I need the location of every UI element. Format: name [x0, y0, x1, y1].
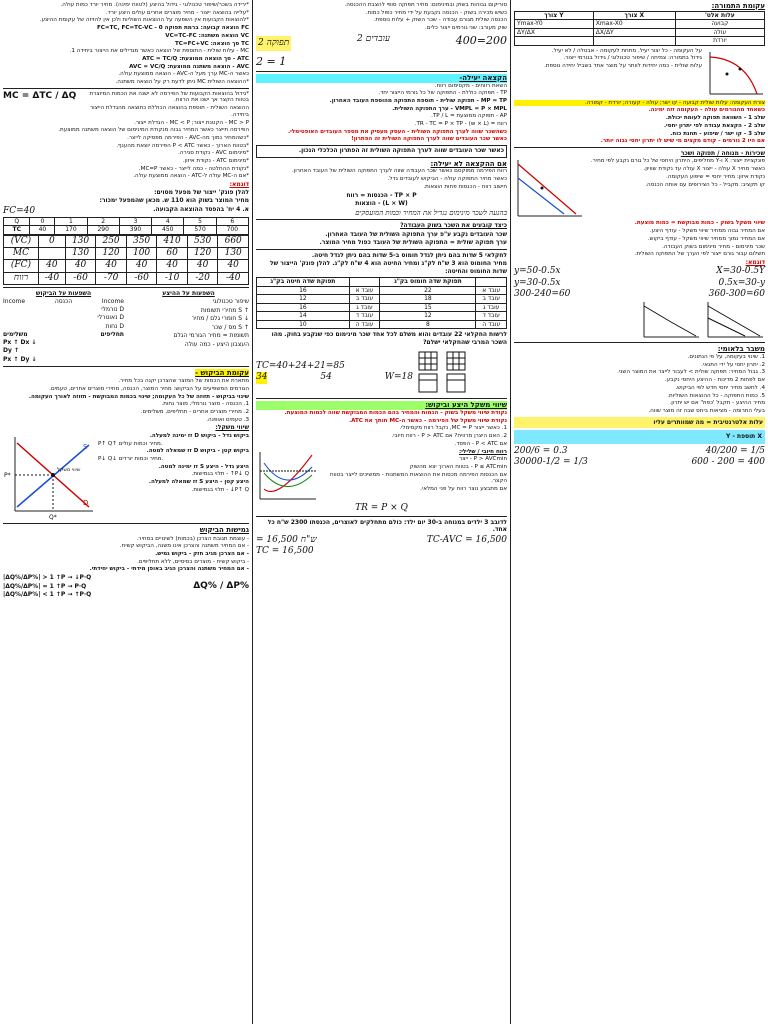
ppf-line: אם היו 2 גורמים - קודם מקצים מי שיש לו יתרון יחסי גבוה יותר. — [600, 138, 765, 145]
market-line: 5. כמות התפוקה - כל ההוצאות השוליות. — [667, 392, 765, 399]
elasticity-line: - ביקוש קשיח - מוצרים בסיסיים, ללא תחליפים. — [137, 558, 249, 565]
demand-eq: Px ↑ Dx ↓ — [3, 338, 37, 346]
demand-item: D נאוטרלי — [97, 314, 124, 322]
efficiency-line: AP - תפוקה ממוצעת = TP / L. — [431, 113, 507, 120]
dense-line: פונקציית ייצור: X ו-Y מחליפים, היתרון היחסי של כל גורם נקבע לפי מחיר. — [590, 158, 765, 165]
hand-cell: 0 — [38, 235, 65, 247]
shift-line: ביקוש קטן - ביקוש D זז שמאלה למטה. — [146, 448, 249, 455]
demand-curve-label: D — [83, 498, 89, 507]
hand-cell: 40 — [187, 260, 218, 272]
example-question: א. 4 יח' בהפסד ההוצאה הקבועה. — [153, 205, 249, 213]
hand-calc: W=18 — [384, 372, 413, 383]
curves-cell: יורדת — [675, 37, 764, 46]
supply-item: ↑ S מס / שכר — [211, 323, 249, 331]
substitutes-label: תחליפים — [100, 331, 124, 339]
price-label: P* — [4, 471, 11, 479]
market-line: 3. גבול המחיר: תפוקה שולית > לעבור לייצר את המוצר השני. — [617, 369, 765, 376]
solution-box — [256, 145, 507, 158]
cost-cell: 0 — [30, 217, 55, 226]
income-label: Income — [3, 298, 26, 306]
supply-effects-title: השפעות על ההיצע — [162, 289, 215, 297]
example-label: דוגמא: — [745, 258, 765, 266]
hand-formula: TR = P × Q — [355, 502, 408, 513]
dense-line: שיווי משקל בשוק - כמות מבוקשת = כמות מוצעת. — [634, 220, 765, 227]
equilibrium-graph — [3, 433, 95, 521]
market-title: משבר בלאומי: — [717, 345, 765, 354]
dense-line: *אם ה-MC עולה ל-ATC - הוצאה ממוצעת עולה. — [133, 173, 249, 180]
cost-line: כאשר ה-MC ערך מעל ה-AVC - הוצאה ממוצעת עולה. — [118, 71, 249, 78]
price-subtitle: שכירות - מנוחה / תפוקה ושכר — [680, 149, 765, 157]
monopoly-line: חישוב רווח - הכנסות פחות הוצאות. — [423, 183, 507, 190]
elasticity-row: |ΔQ%/ΔP%| = 1 ↑P → P·Q — [3, 582, 87, 590]
cost-cell: 40 — [30, 226, 55, 235]
shift-line: P↑ Q↑ מחיר וכמות עולים. — [98, 440, 163, 447]
ppf-line: עלות שולית - כמה יחידות לוותר על מוצר אחד בשביל יחידה נוספת. — [544, 63, 702, 70]
hand-note: 400=200 — [455, 33, 507, 47]
hand-calc: TC = 16,500 — [256, 546, 314, 557]
demand-item: D נורמלי — [101, 305, 124, 313]
demand-line: 1. הכנסה - מוצר נורמלי, מוצר נחות. — [161, 401, 249, 408]
supply-line: נקודת שיווי משקל של הפירמה - כאשר ה-MC חותך את ATC. — [348, 417, 507, 424]
hand-cell: 530 — [187, 235, 218, 247]
shift-line: P↓ Q↓ מחיר וכמות יורדים. — [98, 456, 164, 462]
farm-cell: 10 — [257, 320, 350, 329]
profit-line: אם מתבצע נוצר רווח על פני המלאי. — [420, 486, 507, 493]
hand-cell: -70 — [96, 272, 127, 284]
hand-fraction: 40/200 = 1/5 — [705, 445, 765, 456]
complements-label: משלימים — [3, 331, 28, 339]
efficiency-line: כאשר שכר העובדים שווה לערך התפוקה השולית זה הפתרון! — [351, 136, 507, 143]
demand-item: D נחות — [105, 322, 124, 330]
equilibrium-label: שיווי משקל — [57, 466, 81, 473]
ppf-line: על העקומה - כל יצור יעיל. מתחת לעקומה - אבטלה / לא יעיל. — [551, 47, 702, 54]
sticky-note — [514, 417, 765, 429]
example-question: לחקלאי 5 שדות בהם ניתן לגדל חומוס ב-5 שדות בהם ניתן לגדל חיטה. — [311, 251, 507, 259]
cost-cell: TC — [4, 226, 30, 235]
demand-line: שינוי בביקוש - תזוזה של כל העקומה; שינוי בכמות המבוקשת - תזוזה לאורך העקומה. — [28, 393, 249, 400]
supply-item: תשומות = מחיר הגורמי הגלם — [173, 332, 249, 340]
curves-cell — [515, 37, 594, 46]
hand-cell: 100 — [126, 248, 157, 260]
cost-cell: 450 — [152, 226, 184, 235]
profit-title: רווח חיובי / שלילי: — [459, 448, 507, 455]
farm-question: לרשות החקלאי 22 עובדים והוא משלם לכל אחד שכר מינימום כפי שנקבע בחוק. מהו השכר המרבי שהחקלאי ישלם? — [271, 331, 507, 346]
curves-cell — [593, 37, 675, 46]
ppf-line: שלב 1 - השוואה תפוקה לעומת יכולת. — [665, 115, 765, 122]
hand-calc: 34 — [256, 372, 268, 383]
hand-equation: X=30-0.5Y — [716, 266, 765, 277]
curves-title: עקומת התמורה: — [711, 2, 765, 10]
farm-cell: עובד ג — [476, 303, 507, 312]
elasticity-line: - אם המחיר משתנה והצרכן הגיב באופן מידתי - ביקוש יחידתי. — [89, 566, 249, 573]
ppf-line: גידול בתמורה: צמיחה / שיפור טכנולוגי / גידול בגורמי ייצור. — [563, 55, 702, 62]
monopoly-line: רווח הפירמה ממוקסם כאשר שכר העבודה שווה לערך התפוקה השולית של העובד האחרון. — [291, 168, 507, 175]
cost-cell: 1 — [55, 217, 87, 226]
farm-cell: עובד ד — [349, 312, 380, 321]
middle-column — [252, 0, 510, 1024]
left-line: *ירידה בשכר/שיפור טכנולוגי - גידול בהיצע (לטווח ימינה). מחיר יורד כמות עולה. — [60, 2, 249, 8]
dense-line: כאשר מחיר X עולה - ייצור X עולה עד נקודת שוויון. — [643, 166, 765, 173]
dense-line: נקודת איזון: מחיר יחסי = שיפוע העקומה. — [666, 173, 765, 180]
hand-cell: 660 — [218, 235, 249, 247]
farm-header — [476, 278, 507, 287]
farm-cell: 14 — [257, 312, 350, 321]
dense-line: אם המחיר גבוה ממחיר שיווי משקל - עודף היצע. — [649, 228, 765, 235]
demand-eq: Px ↑ Dy ↓ — [3, 355, 37, 363]
cost-cell: 170 — [55, 226, 87, 235]
trade-graph — [514, 158, 584, 220]
hand-cell: 130 — [65, 235, 96, 247]
profit-line: אם הכנסות הפירמה מכסות את ההוצאות המשתנות - ממשיכים לייצר בטווח הקצר. — [329, 471, 507, 485]
hand-equation: 0.5x=30-y — [718, 277, 765, 288]
demand-line: 3. טעמים ואופנה. — [206, 416, 249, 423]
supply-line: נקודת שיווי משקל בשוק - הכמות והמחיר בהם הכמות המבוקשת שווה לכמות המוצעת. — [284, 410, 507, 417]
cost-cell: 6 — [216, 217, 248, 226]
mc-formula: MC = ΔTC / ΔQ — [3, 90, 77, 101]
elasticity-row: |ΔQ%/ΔP%| < 1 ↑P → ↑P·Q — [3, 591, 92, 599]
curves-cell: Ymax-Y0 — [515, 20, 594, 29]
dense-line: *בטווח הארוך - כאשר P < ATC הפירמה יוצאת מהענף. — [116, 142, 249, 149]
cost-cell: Q — [4, 217, 30, 226]
hand-note: 2 = 1 — [256, 55, 287, 69]
shift-line: ביקוש גדל - ביקוש D זז ימינה למעלה. — [149, 432, 249, 439]
farm-header: תפוקת שדה חיטה בק"ג — [257, 278, 350, 287]
hand-calc: 54 — [320, 372, 332, 383]
curves-cell: קבועה — [675, 20, 764, 29]
question: כיצד קובעים את השכר בשוק העבודה? — [400, 222, 507, 230]
demand-line: 2. מחירי מוצרים אחרים - תחליפים, משלימים. — [140, 408, 249, 415]
sticky-text: עלות אלטרנטיבית = מה שמוותרים עליו — [653, 418, 763, 426]
demand-effects-title: השפעות על הביקוש — [35, 289, 92, 297]
demand-eq: Dy ↑ — [3, 347, 20, 355]
hand-cell — [38, 248, 65, 260]
farm-table — [256, 277, 507, 329]
rent-label: הכנסה — [54, 298, 73, 306]
dense-line: *נקודת ההחלטה - כמה לייצר - כאשר MC=P. — [138, 165, 249, 172]
efficiency-line: כשהשכר שווה לערך התפוקה השולית - העסק מעסיק את מספר העובדים האופטימלי. — [287, 128, 507, 135]
market-line: מחיר ההיצע - תקבל 'כפול' אם יש יתרון. — [669, 400, 765, 407]
hand-note: FC=40 — [3, 205, 36, 216]
mc-line: ההוצאה השולית - תוספת בהוצאה הכוללת כתוצאה מהגדלת הייצור ביחידה. — [89, 105, 249, 118]
supply-curve-label: S — [83, 442, 88, 451]
farm-cell: עובד ב — [349, 295, 380, 304]
bottom-question: לדובב 3 ילדים במנוחה ב-30 יום ילד: כולם מתחלקים לאוצרים, הכנסתו 2300 ש"ח כל אחד. — [267, 518, 507, 534]
dense-line: שכר מינימום - מחיר מינימום בשוק העבודה. — [662, 243, 765, 250]
sticky-note — [514, 430, 765, 444]
supply-item: שיפור טכנולוגי — [212, 298, 249, 306]
hand-cell: -60 — [65, 272, 96, 284]
supply-line: אם P < ATC - הפסד. — [454, 440, 507, 447]
hand-cell: -10 — [157, 272, 188, 284]
hand-cell: -20 — [187, 272, 218, 284]
answer: שכר העובדים נקבע ע"פ ערך התפוקה השולית של העובד האחרון. — [325, 230, 507, 238]
elasticity-title: גמישות הביקוש — [199, 525, 249, 534]
cost-cell: 390 — [119, 226, 151, 235]
hand-cell: -40 — [218, 272, 249, 284]
hand-graph-2 — [641, 300, 701, 340]
market-line: בעלי התרומה - מציאות ביחס שבה זה מוצר שווה. — [648, 407, 765, 414]
supply-item: העצבון היצע - כמה עולה — [184, 340, 249, 348]
left-line: *עלייה בהוצאה ייצור - מחיר מוצרים אחרים עולים היצע יורד. — [105, 9, 249, 16]
cost-cell: 4 — [152, 217, 184, 226]
hand-cell: 350 — [126, 235, 157, 247]
dense-line: אם המחיר נמוך ממחיר שיווי משקל - עודף ביקוש. — [647, 235, 765, 242]
hand-note: בהגעה לשכר מינימום נגדיל את המחיר וכמות המועסקים — [355, 208, 507, 217]
dense-line: *כשהמחיר נמוך מה-AVC - הפירמה מפסיקה לייצר. — [127, 134, 249, 141]
hand-cell: (FC) — [4, 260, 39, 272]
cost-line: MC - עלות שולית - התוספת של הוצאה כאשר מגדילים את הייצור ביחידה 1. — [69, 48, 249, 55]
elasticity-formula: ΔQ% / ΔP% — [193, 581, 249, 592]
hand-cell: 250 — [96, 235, 127, 247]
cost-line: AVC - הוצאה משתנה ממוצעת: AVC = VC/Q — [129, 63, 249, 70]
hand-cell: רווח — [4, 272, 39, 284]
demand-line: הגורמים המשפיעים על הביקוש: מחיר המוצר, הכנסה, מחירי מוצרים אחרים, טעמים. — [49, 385, 249, 392]
hand-cell: 410 — [157, 235, 188, 247]
farm-cell: עובד א — [476, 286, 507, 295]
efficiency-line: השאת רווחים - מקסימום רווח. — [434, 82, 507, 89]
answer: ערך תפוקה שולית = התפוקה השולית של העובד כפול מחיר המוצר. — [319, 239, 507, 247]
supply-title: שיווי משקל היצע וביקוש: — [256, 401, 507, 410]
hand-cell: 130 — [65, 248, 96, 260]
hand-cell: 120 — [187, 248, 218, 260]
mid-line: שוק מעורב: שני גורמים ייצור כלים. — [424, 25, 507, 32]
hand-fraction: 600 - 200 = 400 — [691, 456, 765, 467]
cost-cell: 700 — [216, 226, 248, 235]
hand-cost-table — [3, 235, 249, 285]
curves-table — [514, 11, 765, 46]
cost-line: ATC - סך הוצאה ממוצעת: ATC = TC/Q — [142, 55, 249, 62]
hand-equation: 300-240=60 — [514, 288, 571, 299]
market-line: 1. שינוי בעקומה, על פי הנתונים. — [687, 353, 765, 360]
cost-line: VC הוצאה משתנה: VC=TC-FC — [165, 32, 249, 39]
shift-line: P↓ Q↑ - תלוי בגמישות. — [191, 471, 249, 478]
equilibrium-title: שיווי משקל: — [215, 424, 249, 432]
example-question: מחיר החומוס הוא 3 ש"ח לק"ג ומחיר החיטה הוא 4 ש"ח לק"ג. להלן פונק' הייצור של שדות החומוס והחיטה: — [270, 260, 507, 275]
farm-cell: 16 — [257, 303, 350, 312]
supply-line: 2. האם היצרן מרוויח? אם P > ATC - רווח חיובי. — [391, 433, 507, 440]
cost-line: TC סך הוצאה: TC=FC+VC — [174, 40, 249, 47]
farm-cell: עובד ה — [349, 320, 380, 329]
hand-cell: 40 — [126, 260, 157, 272]
ppf-line: שלב 3 - קו ישר / שיפוע - תחנת כוח. — [670, 130, 765, 137]
dense-line: תשלום עבור גורם ייצור לפי הערך של התפוקה השולית. — [634, 251, 765, 258]
hand-fraction: 200/6 = 0.3 — [514, 445, 568, 456]
curves-header: עלות אלט' — [675, 11, 764, 20]
right-column — [510, 0, 768, 1024]
farm-cell: 12 — [380, 312, 476, 321]
curves-cell: ΔY/ΔX — [515, 28, 594, 37]
efficiency-line: TP - תפוקה כוללת - התפוקה של כל גורמי הייצור יחד. — [378, 90, 507, 97]
solution-text: כאשר שכר העובדים שווה לערך התפוקה השולית זה הפתרון הכלכלי הנכון. — [298, 147, 504, 155]
cost-table — [3, 217, 249, 235]
farm-header: תפוקת שדה חומוס בק"ג — [380, 278, 476, 287]
hand-cell: 40 — [65, 260, 96, 272]
farm-cell: 8 — [380, 320, 476, 329]
sticky-text: X תוספת - Y — [725, 433, 762, 441]
example-question: להלן פונק' ייצור של מפעל מסוים: — [154, 188, 249, 196]
cost-cell: 5 — [184, 217, 216, 226]
cost-cell: 3 — [119, 217, 151, 226]
farm-cell: עובד ב — [476, 295, 507, 304]
mid-line: סוריקום גבוהות בשוק ובמינימום: מחיר תפוקה סופי להצבת ההכנסה. — [344, 2, 507, 8]
dense-line: קו תקציב: מקביל - כל הצירופים עם אותה הכנסה. — [645, 181, 765, 188]
farm-cell: 18 — [380, 295, 476, 304]
hand-cell: 40 — [96, 260, 127, 272]
monopoly-title: אם ההקצאה לא יעילה: — [430, 159, 507, 168]
farm-cell: 15 — [380, 303, 476, 312]
hand-note: תפוקה 2 — [256, 36, 291, 51]
mid-line: הכנסה שולית מגורם עבודה - שכר השוק + עלות נוספת. — [373, 17, 507, 24]
shift-line: היצע קטן - היצע S זז שמאלה למעלה. — [148, 479, 249, 486]
efficiency-line: VMPL = P × MPL - ערך התפוקה השולית. — [392, 105, 507, 112]
cost-line: FC הוצאה קבועה: ברמת תפוקה 0 - FC=TC, FC=TC-VC — [96, 25, 249, 32]
dense-line: *מינימום ATC - נקודת איזון. — [182, 158, 249, 165]
cost-cell: 290 — [87, 226, 119, 235]
hand-calc: TC-AVC = 16,500 — [426, 534, 507, 545]
profit-line: P > AVCmin - ייצר — [459, 456, 507, 463]
hand-cell: 60 — [157, 248, 188, 260]
hand-cell: 130 — [218, 248, 249, 260]
left-column — [0, 0, 252, 1024]
cost-curves-graph — [256, 449, 318, 503]
mc-line: *גידול בהוצאות הקבועות של הפירמה לא ישנה את הכמות המיוצרת בטווח הקצר אך ישנו את הרווח. — [89, 90, 249, 104]
ppf-line: שלב 2 - הקצאת עבודה לפי יתרון יחסי. — [663, 122, 765, 129]
hand-equation: 360-300=60 — [708, 288, 765, 299]
hand-equation: y=30-0.5x — [514, 277, 561, 288]
elasticity-line: - אם הצרכן מגיב חזק - ביקוש גמיש. — [155, 551, 249, 558]
elasticity-line: - עוצמת תגובת הצרכן (בכמות) לשינויים במחיר. — [136, 535, 249, 542]
demand-line: מתארת את הכמות של המוצר שהצרכן יקנה בכל מחיר. — [118, 378, 249, 385]
farm-cell: עובד ד — [476, 312, 507, 321]
profit-line: P ≤ ATCmin - בטווח הארוך יצא מהשוק — [409, 463, 507, 470]
elasticity-row: |ΔQ%/ΔP%| > 1 ↑P → ↓P·Q — [3, 574, 92, 582]
elasticity-line: - אם המחיר משתנה והצרכן אינו משנה, הביקוש קשיח. — [119, 543, 249, 550]
supply-item: ↑ S מחירי תשומות — [200, 306, 249, 314]
curves-cell: ΔX/ΔY — [593, 28, 675, 37]
farm-cell: עובד א — [349, 286, 380, 295]
example-question: מחיר המוצר בשוק הוא 110 ש. מכאן שהמפעל ימכור: — [99, 197, 249, 205]
supply-item: ↓ S חומרי גלם / מחיר — [191, 315, 249, 323]
market-line: 2. יתרון יחסי על ידי התנאי. — [701, 361, 765, 368]
hand-cell: MC — [4, 248, 39, 260]
ppf-line: כשאחד מהגורמים עולה - העקומה זזה ימינה. — [648, 107, 765, 114]
farm-cell: 12 — [257, 295, 350, 304]
monopoly-line: כאשר מחיר התפוקה עולה - הביקוש לעובדים גדל. — [387, 176, 507, 183]
hand-cell: 40 — [157, 260, 188, 272]
shift-line: היצע גדל - היצע S זז ימינה למטה. — [158, 463, 249, 470]
demand-section-title: עקומת הביקוש - — [195, 369, 249, 378]
hand-fraction: 30000-1/2 = 1/3 — [514, 456, 588, 467]
mc-line: הפירמה תייצר כאשר המחיר גבוה מנקודת המינימום של הוצאה משתנה ממוצעת. — [58, 127, 249, 134]
farm-header — [349, 278, 380, 287]
quantity-label: Q* — [49, 513, 57, 521]
hand-cell: -40 — [38, 272, 65, 284]
curves-header: Y צורך — [515, 11, 594, 20]
hand-cell: 40 — [38, 260, 65, 272]
hand-note: 2 עובדים — [357, 33, 390, 44]
formula: (L × W) - הוצאות — [355, 200, 408, 208]
cost-cell: 570 — [184, 226, 216, 235]
hand-calc: TC=40+24+21=85 — [256, 361, 345, 372]
shift-line: P↑ Q↓ - תלוי בגמישות. — [191, 486, 249, 493]
curves-cell: עולה — [675, 28, 764, 37]
left-line: *להוצאות הקבועות אין השפעה על ההוצאות השוליות ולכן אין להזיזה של עקומת ההיצע. — [39, 17, 249, 24]
formula: TP × P - הכנסות = רווח — [346, 191, 417, 199]
mid-line: כשיש מכירה בשוק - הכנסה נקבעת על ידי מחיר כפול כמות. — [365, 9, 507, 16]
ppf-graph — [705, 49, 765, 99]
cost-cell: 2 — [87, 217, 119, 226]
farm-cell: 16 — [257, 286, 350, 295]
market-line: אם לפחות 2 מדינות - ההיצע היחסי נקבע. — [664, 377, 765, 384]
market-line: 4. לחשב מחיר יחסי חדש לפי הביקוש. — [675, 384, 765, 391]
hand-cell: 40 — [218, 260, 249, 272]
dense-line: *מינימום AVC - נקודת סגירה. — [178, 150, 249, 157]
efficiency-line: MP = TP - תפוקה שולית - תוספת התפוקה מהוספת העובד האחרון. — [329, 97, 507, 104]
ppf-line: צורת העקומה: עלות שולית קבועה - קו ישר; עולה - קעורה; יורדת - קמורה. — [514, 100, 765, 107]
curves-cell: Xmax-X0 — [593, 20, 675, 29]
worker-grid-sketch — [417, 348, 507, 396]
hand-cell: -60 — [126, 272, 157, 284]
curves-header: X צורך — [593, 11, 675, 20]
mc-line: MC > P - הקטנת ייצור; MC < P - הגדלת ייצור. — [134, 119, 249, 126]
hand-equation: y=50-0.5x — [514, 266, 561, 277]
hand-graph-1 — [705, 300, 765, 340]
efficiency-title: הקצאה יעילה- — [256, 74, 507, 83]
example-label: דוגמא: — [229, 181, 249, 189]
income-label: Income — [101, 298, 124, 306]
farm-cell: עובד ה — [476, 320, 507, 329]
farm-cell: עובד ג — [349, 303, 380, 312]
efficiency-line: רווח = TR - TC = P × TP - (w × L). — [414, 121, 507, 128]
cost-line: *ההוצאה השולית MC ניתן לדעת רק על הוצאה משתנה. — [115, 79, 249, 86]
supply-line: 1. כאשר ייצור MC = P, נקבל רווח מקסימלי. — [399, 425, 507, 432]
hand-calc: = 16,500 ש"ח — [256, 534, 317, 545]
hand-cell: (VC) — [4, 235, 39, 247]
farm-cell: 22 — [380, 286, 476, 295]
hand-cell: 120 — [96, 248, 127, 260]
